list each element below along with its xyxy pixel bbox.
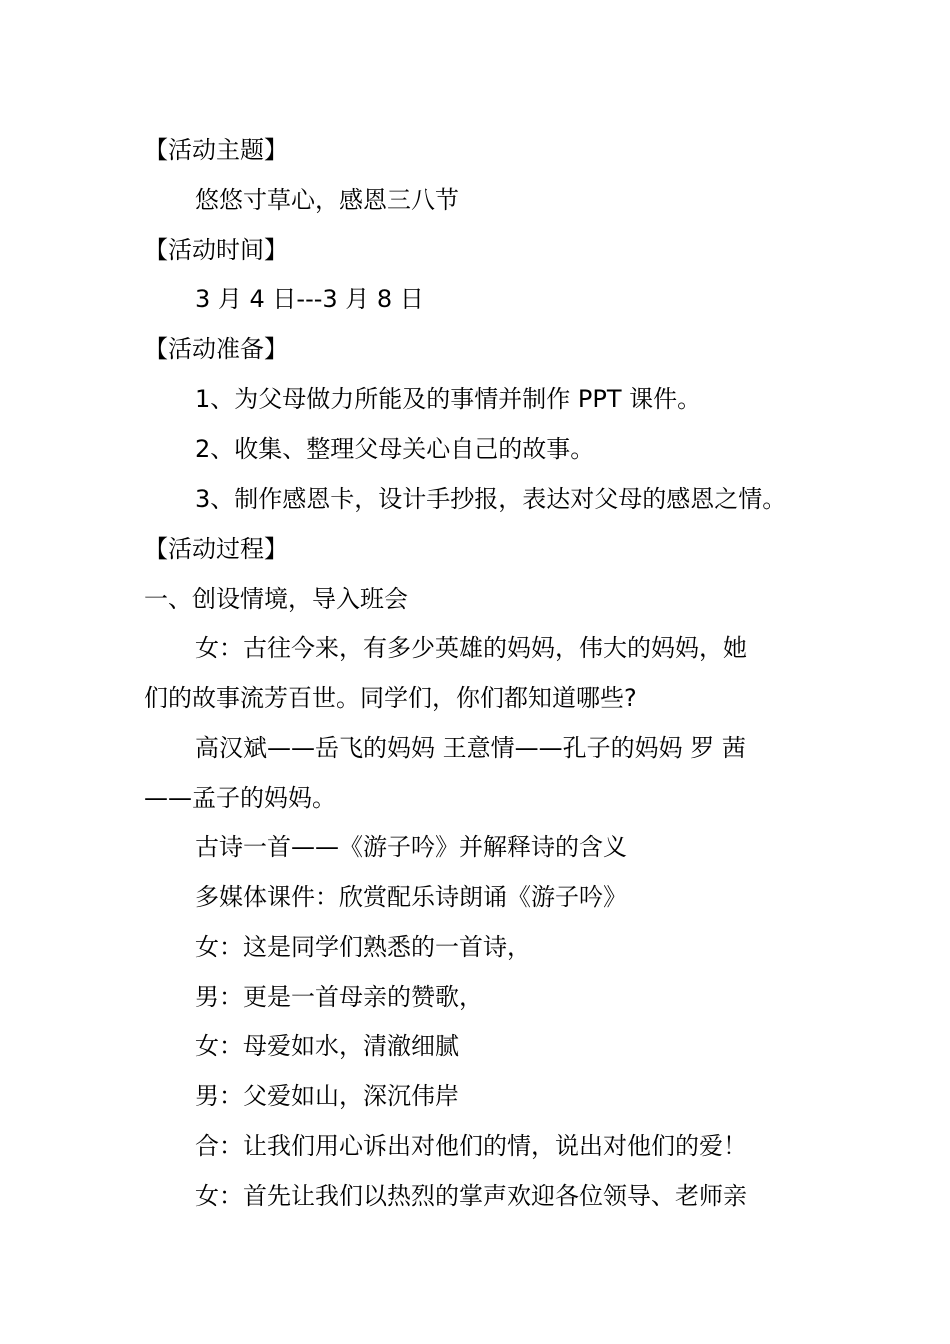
body-line: 合：让我们用心诉出对他们的情，说出对他们的爱！ — [195, 1132, 747, 1160]
theme-heading: 【活动主题】 — [144, 136, 288, 164]
time-text: 3 月 4 日---3 月 8 日 — [195, 285, 424, 313]
body-line: 古诗一首——《游子吟》并解释诗的含义 — [195, 833, 627, 861]
body-line: 高汉斌——岳飞的妈妈 王意情——孔子的妈妈 罗 茜 — [195, 734, 746, 762]
body-line: 女：首先让我们以热烈的掌声欢迎各位领导、老师亲 — [195, 1182, 747, 1210]
prep-heading: 【活动准备】 — [144, 335, 288, 363]
body-line: 女：母爱如水，清澈细腻 — [195, 1032, 459, 1060]
body-line: 女：这是同学们熟悉的一首诗， — [195, 933, 531, 961]
body-line: 男：父爱如山，深沉伟岸 — [195, 1082, 459, 1110]
part1-title: 一、创设情境，导入班会 — [144, 585, 408, 613]
prep-item: 3、制作感恩卡，设计手抄报，表达对父母的感恩之情。 — [195, 485, 787, 513]
body-line: 男：更是一首母亲的赞歌， — [195, 983, 483, 1011]
body-line: 女：古往今来，有多少英雄的妈妈，伟大的妈妈，她 — [195, 634, 747, 662]
body-line: ——孟子的妈妈。 — [144, 784, 336, 812]
prep-item: 2、收集、整理父母关心自己的故事。 — [195, 435, 595, 463]
body-line: 们的故事流芳百世。同学们，你们都知道哪些? — [144, 684, 637, 712]
theme-text: 悠悠寸草心，感恩三八节 — [195, 186, 459, 214]
process-heading: 【活动过程】 — [144, 535, 288, 563]
time-heading: 【活动时间】 — [144, 236, 288, 264]
prep-item: 1、为父母做力所能及的事情并制作 PPT 课件。 — [195, 385, 702, 413]
body-line: 多媒体课件：欣赏配乐诗朗诵《游子吟》 — [195, 883, 627, 911]
